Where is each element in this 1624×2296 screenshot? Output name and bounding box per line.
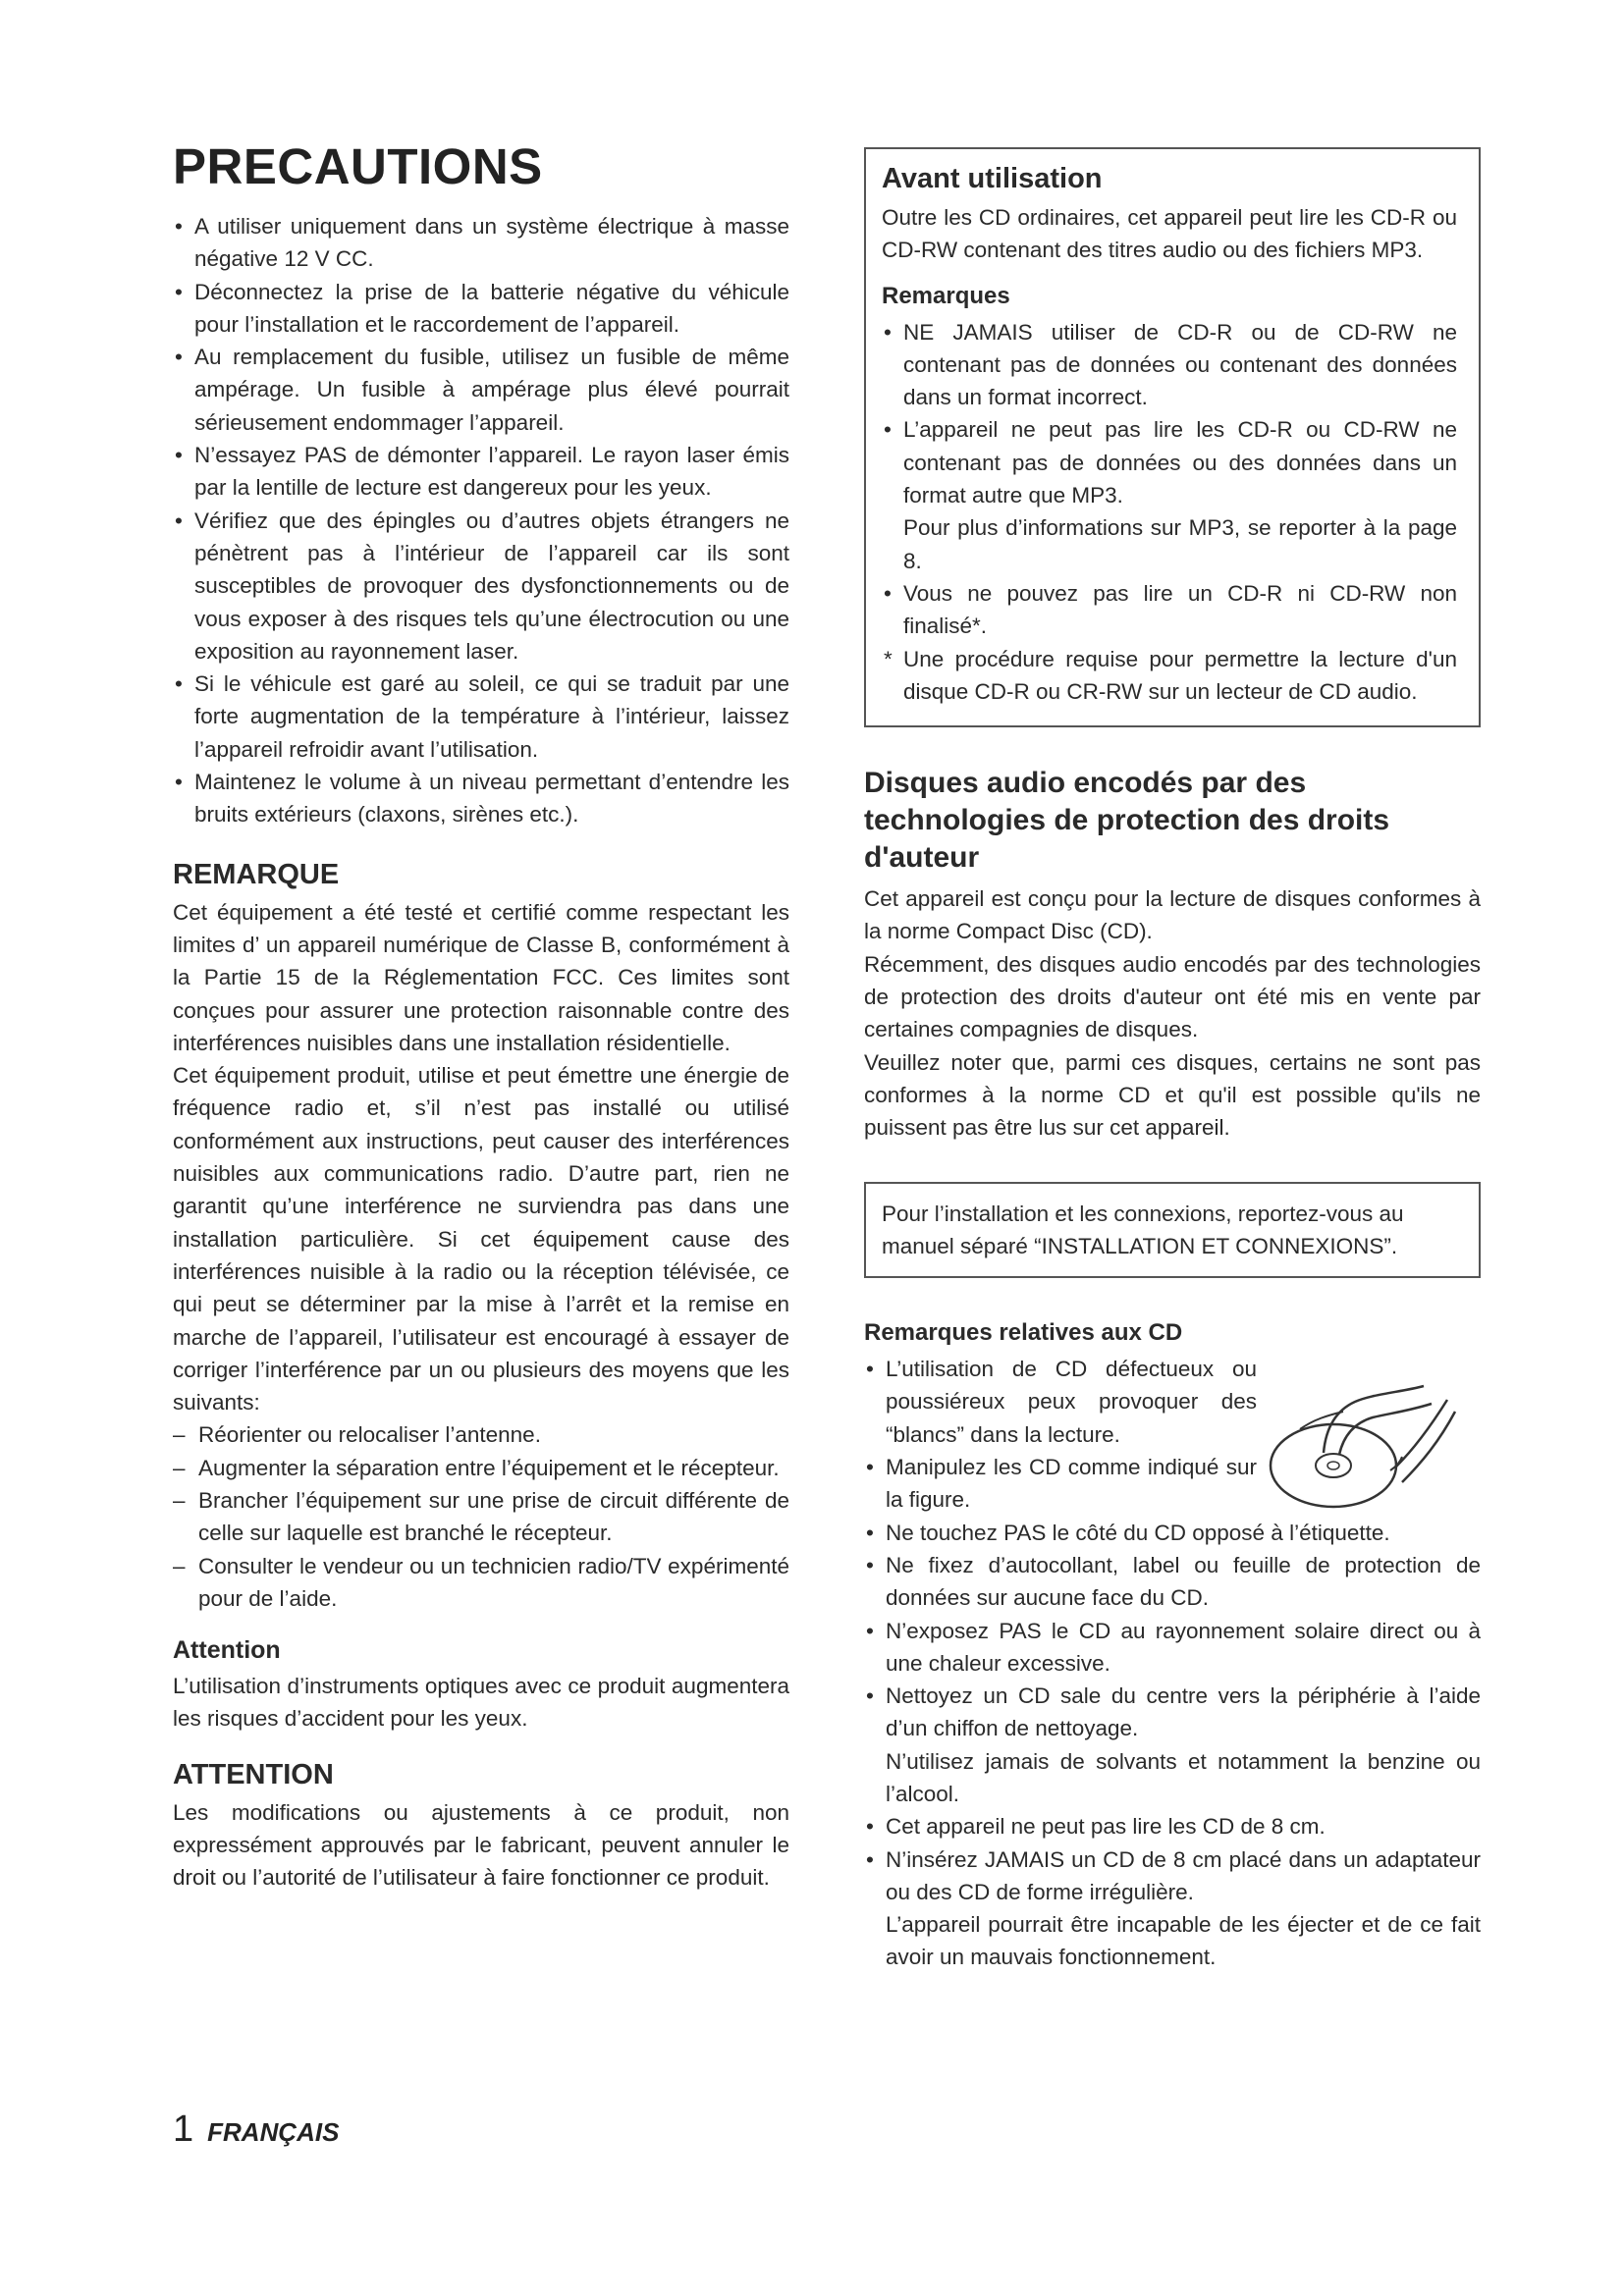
cd-handling-figure [1265,1372,1461,1520]
page-number: 1 [173,2109,194,2150]
list-item: • Manipulez les CD comme indiqué sur la figure. [864,1451,1257,1517]
list-item: • NE JAMAIS utiliser de CD-R ou de CD-RW ne contenant pas de données ou contenant des données dans un format incorrect. [882,316,1457,414]
list-item: – Brancher l’équipement sur une prise de circuit différente de celle sur laquelle est branché le récepteur. [173,1484,789,1550]
eject-note: L’appareil pourrait être incapable de les éjecter et de ce fait avoir un mauvais fonctionnement. [886,1912,1481,1970]
language-label: FRANÇAIS [207,2117,340,2147]
remarque-paragraph: Cet équipement a été testé et certifié comme respectant les limites d’ un appareil numérique de Classe B, conformément à la Partie 15 de la Réglementation FCC. Ces limites sont conçues pour assurer une protection raisonnable contre des interférences nuisibles dans une installation résidentielle. [173,899,789,1055]
remarque-paragraph: Cet équipement produit, utilise et peut émettre une énergie de fréquence radio et, s’il n’est pas installé ou utilisé conformément aux instructions, peut causer des interférences nuisibles aux communications radio. D’autre part, rien ne garantit qu’une interférence ne surviendra pas dans une installation particulière. Si cet équipement cause des interférences nuisible à la radio ou la réception télévisée, ce qui peut se déterminer par la mise à l’arrêt et la remise en marche de l’appareil, l’utilisateur est encouragé à essayer de corriger l’interférence par un ou plusieurs des moyens que les suivants: [173,1063,789,1415]
precautions-list [173,210,789,831]
disques-heading: Disques audio encodés par des technologies de protection des droits d'auteur [864,767,1390,875]
list-item [864,1680,1481,1810]
list-item: – Réorienter ou relocaliser l’antenne. [173,1418,789,1451]
footnote: * Une procédure requise pour permettre la lecture d'un disque CD-R ou CR-RW sur un lecteur de CD audio. [882,643,1457,709]
list-item: • Maintenez le volume à un niveau permettant d’entendre les bruits extérieurs (claxons, sirènes etc.). [173,766,789,831]
list-item: • Ne fixez d’autocollant, label ou feuille de protection de données sur aucune face du CD. [864,1549,1481,1615]
attention-heading: ATTENTION [173,1758,334,1790]
disques-paragraph: Cet appareil est conçu pour la lecture de disques conformes à la norme Compact Disc (CD). [864,886,1481,944]
list-item: • Au remplacement du fusible, utilisez un fusible de même ampérage. Un fusible à ampérage plus élevé pourrait sérieusement endommager l’appareil. [173,341,789,439]
list-item-text: L’appareil ne peut pas lire les CD-R ou CD-RW ne contenant pas de données ou des données dans un format autre que MP3. [903,417,1457,508]
cd-notes-list [864,1517,1481,1974]
list-item: • Déconnectez la prise de la batterie négative du véhicule pour l’installation et le raccordement de l’appareil. [173,276,789,342]
cd-notes-heading: Remarques relatives aux CD [864,1319,1183,1347]
disques-paragraph: Veuillez noter que, parmi ces disques, certains ne sont pas conformes à la norme CD et qu'il est possible qu'ils ne puissent pas être lus sur cet appareil. [864,1049,1481,1141]
attention-paragraph: Les modifications ou ajustements à ce produit, non expressément approuvés par le fabricant, peuvent annuler le droit ou l’autorité de l’utilisateur à faire fonctionner ce produit. [173,1799,789,1891]
right-column [864,147,1481,1974]
attention-sub-paragraph: L’utilisation d’instruments optiques avec ce produit augmentera les risques d’accident pour les yeux. [173,1674,789,1732]
list-item: • L’utilisation de CD défectueux ou poussiéreux peux provoquer des “blancs” dans la lecture. [864,1353,1257,1451]
list-item-text: N’insérez JAMAIS un CD de 8 cm placé dans un adaptateur ou des CD de forme irrégulière. [886,1846,1481,1904]
left-column [173,137,789,1895]
remarque-list [173,1418,789,1615]
list-item: • Vérifiez que des épingles ou d’autres objets étrangers ne pénètrent pas à l’intérieur de l’appareil car ils sont susceptibles de provoquer des dysfonctionnements ou de vous exposer à des risques tels qu’une électrocution ou une exposition au rayonnement laser. [173,505,789,667]
list-item: • Cet appareil ne peut pas lire les CD de 8 cm. [864,1810,1481,1842]
remarques-heading: Remarques [882,282,1010,309]
list-item: • Si le véhicule est garé au soleil, ce qui se traduit par une forte augmentation de la température à l’intérieur, laissez l’appareil refroidir avant l’utilisation. [173,667,789,766]
cd-figure-row [864,1353,1481,1516]
list-item: • A utiliser uniquement dans un système électrique à masse négative 12 V CC. [173,210,789,276]
list-item [882,413,1457,576]
list-item-text: Nettoyez un CD sale du centre vers la périphérie à l’aide d’un chiffon de nettoyage. [886,1683,1481,1741]
list-item: • Vous ne pouvez pas lire un CD-R ni CD-RW non finalisé*. [882,577,1457,643]
list-item: • N’exposez PAS le CD au rayonnement solaire direct ou à une chaleur excessive. [864,1615,1481,1681]
solvent-note: N’utilisez jamais de solvants et notamment la benzine ou l’alcool. [886,1748,1481,1806]
list-item: • N’essayez PAS de démonter l’appareil. Le rayon laser émis par la lentille de lecture est dangereux pour les yeux. [173,439,789,505]
installation-box [864,1182,1481,1279]
list-item: – Augmenter la séparation entre l’équipement et le récepteur. [173,1452,789,1484]
installation-note: Pour l’installation et les connexions, reportez-vous au manuel séparé “INSTALLATION ET CONNEXIONS”. [882,1201,1404,1258]
mp3-note: Pour plus d’informations sur MP3, se reporter à la page 8. [903,515,1457,573]
remarques-list [882,316,1457,709]
page-footer [173,2109,339,2151]
avant-heading: Avant utilisation [882,163,1103,194]
disques-paragraph: Récemment, des disques audio encodés par des technologies de protection des droits d'auteur ont été mis en vente par certaines compagnies de disques. [864,951,1481,1042]
avant-paragraph: Outre les CD ordinaires, cet appareil peut lire les CD-R ou CD-RW contenant des titres audio ou des fichiers MP3. [882,205,1457,263]
avant-utilisation-box [864,147,1481,727]
attention-subheading: Attention [173,1636,281,1665]
list-item: • Ne touchez PAS le côté du CD opposé à l’étiquette. [864,1517,1481,1549]
remarque-heading: REMARQUE [173,858,340,890]
page-title: PRECAUTIONS [173,138,543,194]
cd-notes-list [864,1353,1257,1516]
list-item: – Consulter le vendeur ou un technicien radio/TV expérimenté pour de l’aide. [173,1550,789,1616]
list-item [864,1843,1481,1974]
